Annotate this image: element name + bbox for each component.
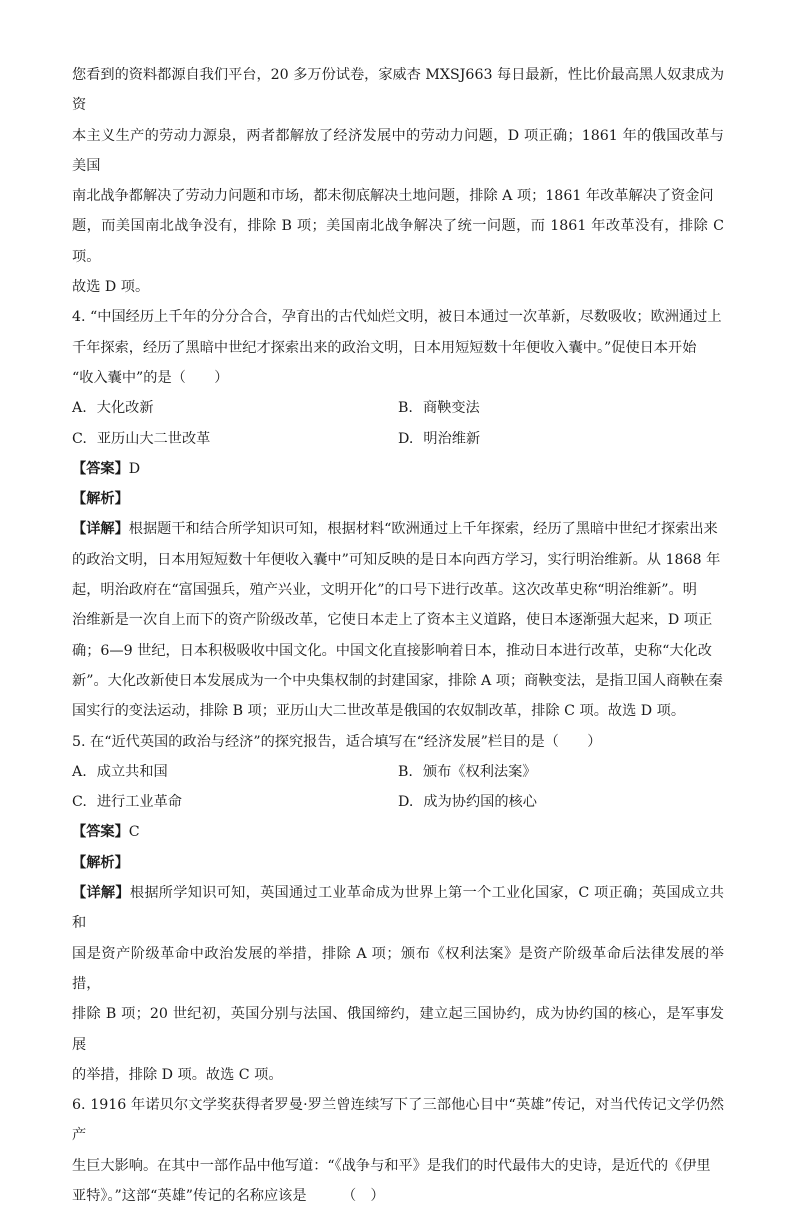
option-d (398, 424, 724, 454)
answer-value: C (128, 824, 140, 841)
detail-line: 的政治文明，日本用短短数十年便收入囊中”可知反映的是日本向西方学习，实行明治维新。从 1868 年 (72, 551, 721, 568)
option-letter: B. (398, 400, 413, 417)
option-text: 亚历山大二世改革 (96, 430, 211, 447)
option-c (72, 787, 398, 817)
detail-label: 【详解】 (72, 521, 129, 538)
option-letter: D. (398, 794, 414, 811)
detail-line: 国是资产阶级革命中政治发展的举措，排除 A 项；颁布《权利法案》是资产阶级革命后法律发展的举措， (72, 945, 724, 992)
option-d (398, 787, 724, 817)
question-6 (72, 1090, 724, 1211)
option-letter: B. (398, 763, 413, 780)
answer-line (72, 454, 724, 484)
intro-line: 本主义生产的劳动力源泉，两者都解放了经济发展中的劳动力问题，D 项正确；1861 年的俄国改革与美国 (72, 127, 724, 174)
question-stem-line: 5. 在“近代英国的政治与经济”的探究报告，适合填写在“经济发展”栏目的是（ ） (72, 733, 602, 750)
answer-label: 【答案】 (72, 824, 129, 841)
option-b (398, 393, 724, 423)
question-stem-line: 亚特》。”这部“英雄”传记的名称应该是 （ ） (72, 1187, 385, 1204)
document-page (72, 60, 724, 1211)
analysis-label: 【解析】 (72, 854, 129, 871)
detail-line: 新”。大化改新使日本发展成为一个中央集权制的封建国家，排除 A 项；商鞅变法，是指卫国人商鞅在秦 (72, 672, 723, 689)
option-letter: A. (72, 400, 87, 417)
detail-label: 【详解】 (72, 885, 130, 902)
detail-text: 根据题干和结合所学知识可知，根据材料“欧洲通过上千年探索，经历了黑暗中世纪才探索出来 (128, 521, 718, 538)
option-text: 明治维新 (423, 430, 481, 447)
question-5 (72, 727, 724, 1091)
option-c (72, 424, 398, 454)
detail-line: 起，明治政府在“富国强兵，殖产兴业，文明开化”的口号下进行改革。这次改革史称“明治维新”。明 (72, 582, 697, 599)
option-text: 成为协约国的核心 (423, 794, 537, 811)
answer-value: D (128, 460, 141, 477)
question-stem-line: “收入囊中”的是（ ） (72, 369, 229, 386)
detail-line: 确；6—9 世纪，日本积极吸收中国文化。中国文化直接影响着日本，推动日本进行改革，史称“大化改 (72, 642, 712, 659)
detail-line: 排除 B 项；20 世纪初，英国分别与法国、俄国缔约，建立起三国协约，成为协约国的核心，是军事发展 (72, 1006, 724, 1053)
question-4 (72, 302, 724, 726)
options-grid (72, 393, 724, 454)
intro-block (72, 60, 724, 302)
detail-line: 的举措，排除 D 项。故选 C 项。 (72, 1066, 283, 1083)
option-letter: C. (72, 794, 87, 811)
options-grid (72, 757, 724, 818)
intro-line: 题，而美国南北战争没有，排除 B 项；美国南北战争解决了统一问题，而 1861 年改革没有，排除 C 项。 (72, 218, 724, 265)
detail-line (72, 514, 724, 544)
option-text: 成立共和国 (96, 763, 168, 780)
option-a (72, 393, 398, 423)
intro-line: 故选 D 项。 (72, 279, 150, 296)
question-stem-line: 6. 1916 年诺贝尔文学奖获得者罗曼·罗兰曾连续写下了三部他心目中“英雄”传记，对当代传记文学仍然产 (72, 1097, 724, 1144)
option-a (72, 757, 398, 787)
analysis-line (72, 484, 724, 514)
option-text: 大化改新 (96, 400, 154, 417)
answer-label: 【答案】 (72, 460, 129, 477)
detail-line (72, 878, 724, 939)
option-letter: A. (72, 763, 87, 780)
analysis-line (72, 848, 724, 878)
option-text: 颁布《权利法案》 (422, 763, 537, 780)
option-letter: C. (72, 430, 87, 447)
detail-block (72, 878, 724, 1090)
detail-block (72, 514, 724, 726)
option-letter: D. (398, 430, 414, 447)
intro-line: 南北战争都解决了劳动力问题和市场，都未彻底解决土地问题，排除 A 项；1861 年改革解决了资金问 (72, 188, 714, 205)
option-b (398, 757, 724, 787)
answer-line (72, 817, 724, 847)
detail-line: 国实行的变法运动，排除 B 项；亚历山大二世改革是俄国的农奴制改革，排除 C 项。故选 D 项。 (72, 703, 686, 720)
detail-line: 治维新是一次自上而下的资产阶级改革，它使日本走上了资本主义道路，使日本逐渐强大起来，D 项正 (72, 612, 713, 629)
analysis-label: 【解析】 (72, 491, 129, 508)
option-text: 进行工业革命 (96, 794, 182, 811)
question-stem-line: 千年探索，经历了黑暗中世纪才探索出来的政治文明，日本用短短数十年便收入囊中。”促使日本开始 (72, 339, 697, 356)
detail-text: 根据所学知识可知，英国通过工业革命成为世界上第一个工业化国家，C 项正确；英国成立共和 (72, 885, 724, 932)
question-stem-line: 4. “中国经历上千年的分分合合，孕育出的古代灿烂文明，被日本通过一次革新，尽数吸收；欧洲通过上 (72, 309, 722, 326)
intro-line: 您看到的资料都源自我们平台，20 多万份试卷，家威杏 MXSJ663 每日最新，性比价最高黑人奴隶成为资 (72, 67, 725, 114)
option-text: 商鞅变法 (422, 400, 480, 417)
question-stem-line: 生巨大影响。在其中一部作品中他写道：“《战争与和平》是我们的时代最伟大的史诗，是近代的《伊里 (72, 1157, 711, 1174)
